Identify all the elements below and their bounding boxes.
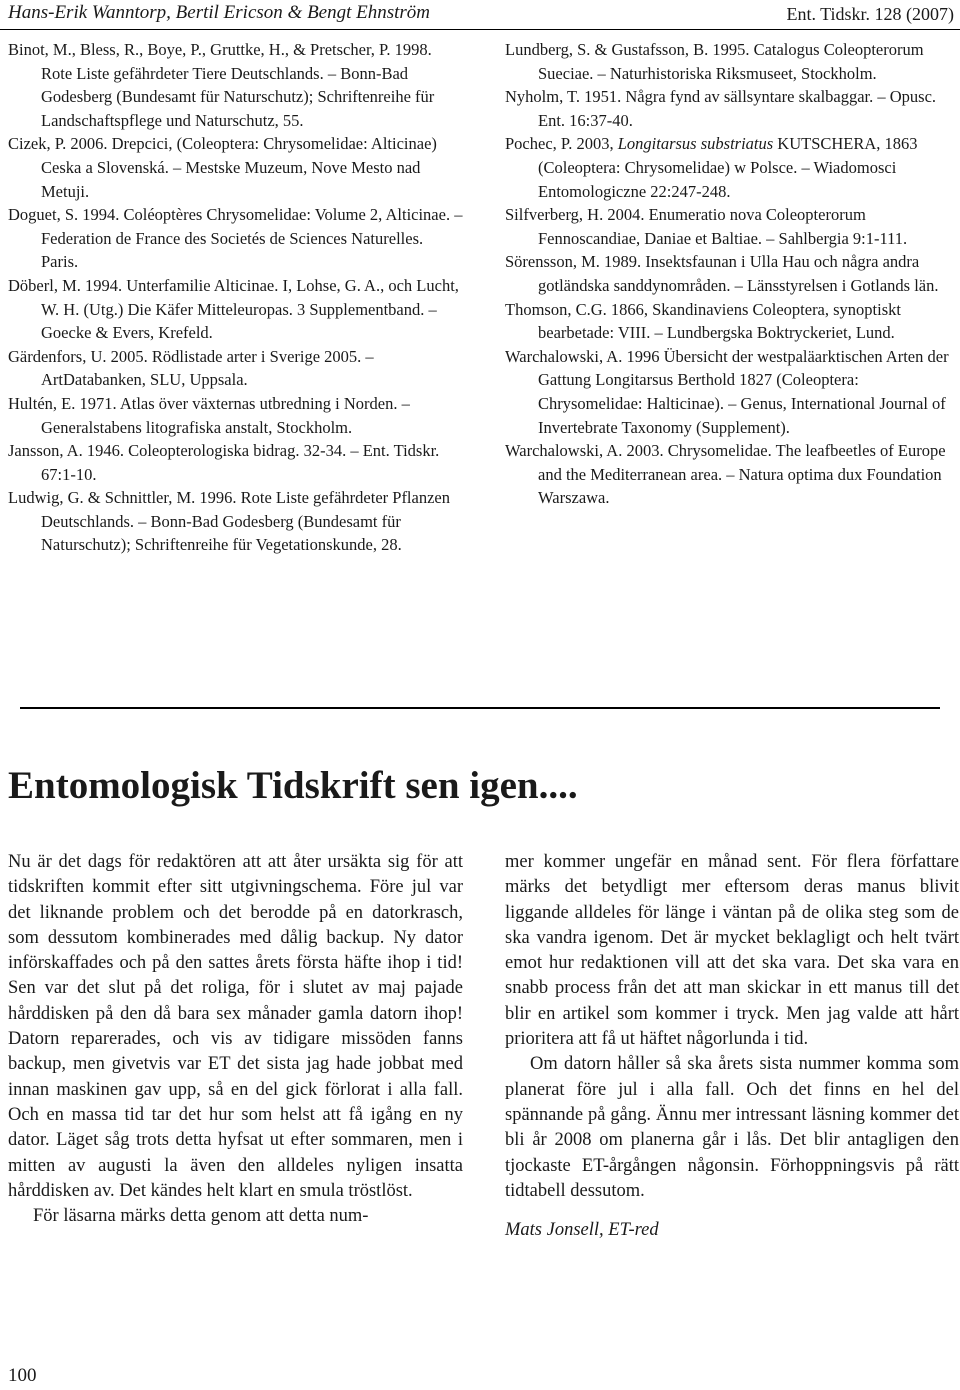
reference-text: KUTSCHERA, 1863 (Coleoptera: Chrysomelidae) w Polsce. – Wiadomosci Entomologiczne 22:247-248. [538, 134, 918, 201]
article-column-right [505, 850, 959, 1243]
reference-entry: Warchalowski, A. 2003. Chrysomelidae. The leafbeetles of Europe and the Mediterranean area. – Natura optima dux Foundation Warszawa. [505, 441, 946, 508]
reference-entry: Nyholm, T. 1951. Några fynd av sällsyntare skalbaggar. – Opusc. Ent. 16:37-40. [505, 87, 937, 130]
species-name: Longitarsus substriatus [617, 134, 774, 154]
section-divider [20, 707, 940, 709]
reference-entry: Ludwig, G. & Schnittler, M. 1996. Rote Liste gefährdeter Pflanzen Deutschlands. – Bonn-Bad Godesberg (Bundesamt für Naturschutz); Schriftenreihe für Vegetationskunde, 28. [8, 488, 450, 555]
article-paragraph: mer kommer ungefär en månad sent. För flera författare märks det betydligt mer eftersom deras manus blivit liggande alldeles för länge i väntan på de olika steg som de ska vandra igenom. Det är mycket beklagligt och helt tvärt emot hur redaktionen vill att det ska vara. Det ska vara en snabb process från det att man skickar in ett manus till det blir en artikel som kommer i tryck. Men jag valde att hårt prioritera att få ut häftet någorlunda i tid. [505, 852, 959, 1050]
reference-text: Pochec, P. 2003, [505, 134, 618, 154]
running-head-authors: Hans-Erik Wanntorp, Bertil Ericson & Bengt Ehnström [8, 2, 431, 23]
article-paragraph: För läsarna märks detta genom att detta num- [33, 1206, 369, 1227]
reference-entry: Gärdenfors, U. 2005. Rödlistade arter i Sverige 2005. – ArtDatabanken, SLU, Uppsala. [8, 346, 374, 390]
reference-entry: Doguet, S. 1994. Coléoptères Chrysomelidae: Volume 2, Alticinae. – Federation de France des Societés de Sciences Naturelles. Paris. [8, 205, 463, 272]
reference-entry: Hultén, E. 1971. Atlas över växternas utbredning i Norden. – Generalstabens litografiska anstalt, Stockholm. [8, 393, 410, 437]
article-signature: Mats Jonsell, ET-red [505, 1220, 659, 1241]
article-paragraph: Om datorn håller så ska årets sista nummer komma som planerat före jul i alla fall. Och det finns en hel del spännande på gång. Ännu mer intressant läsning kommer det bli år 2008 om planerna går i lås. Det blir antagligen den tjockaste ET-årgången någonsin. Förhoppningsvis på rätt tidtabell dessutom. [505, 1054, 959, 1201]
reference-list-right [505, 38, 957, 510]
page-number: 100 [8, 1365, 37, 1386]
reference-entry: Sörensson, M. 1989. Insektsfaunan i Ulla Hau och några andra gotländska sanddynområden. – Länsstyrelsen i Gotlands län. [505, 252, 939, 295]
reference-entry: Cizek, P. 2006. Drepcici, (Coleoptera: Chrysomelidae: Alticinae) Ceska a Slovenská. – Mestske Muzeum, Nove Mesto nad Metuji. [8, 134, 437, 201]
running-head [0, 0, 960, 30]
reference-entry: Thomson, C.G. 1866, Skandinaviens Coleoptera, synoptiskt bearbetade: VIII. – Lundbergska Boktryckeriet, Lund. [505, 299, 901, 343]
running-head-journal: Ent. Tidskr. 128 (2007) [786, 4, 954, 24]
reference-entry: Warchalowski, A. 1996 Übersicht der westpaläarktischen Arten der Gattung Longitarsus Berthold 1827 (Coleoptera: Chrysomelidae: Halticinae). – Genus, International Journal of Invertebrate Taxonomy (Supplement). [505, 346, 949, 437]
reference-entry: Binot, M., Bless, R., Boye, P., Gruttke, H., & Pretscher, P. 1998. Rote Liste gefährdeter Tiere Deutschlands. – Bonn-Bad Godesberg (Bundesamt für Naturschutz); Schriftenreihe für Landschaftspflege und Naturschutz, 55. [8, 40, 435, 130]
reference-entry: Silfverberg, H. 2004. Enumeratio nova Coleopterorum Fennoscandiae, Daniae et Baltiae. – Sahlbergia 9:1-111. [505, 205, 908, 248]
article-paragraph: Nu är det dags för redaktören att att åter ursäkta sig för att tidskriften kommit efter sitt utgivningschema. Före jul var det liknande problem och det berodde på en datorkrasch, som dessutom kombinerades med dålig backup. Ny dator införskaffades och på den sattes årets första häfte ihop i tid! Sen var det slut på det roliga, för i slutet av maj pajade hårddisken på den då bara sex månader gamla datorn ihop! Datorn reparerades, och vis av tidigare missöden fanns backup, men givetvis var ET det sista jag hade jobbat med innan maskinen gav upp, så en del gick förlorat i alla fall. Och en massa tid tar det hur som helst att få igång en ny dator. Läget såg trots detta hyfsat ut efter sommaren, men i mitten av augusti la även den alldeles nyligen insatta hårddisken av. Det kändes helt klart en smula tröstlöst. [8, 852, 463, 1201]
reference-entry: Döberl, M. 1994. Unterfamilie Alticinae. I, Lohse, G. A., och Lucht, W. H. (Utg.) Die Käfer Mitteleuropas. 3 Supplementband. – Goecke & Evers, Krefeld. [8, 275, 459, 343]
reference-entry: Lundberg, S. & Gustafsson, B. 1995. Catalogus Coleopterorum Sueciae. – Naturhistoriska Riksmuseet, Stockholm. [505, 40, 924, 83]
reference-list-left [8, 38, 463, 557]
article-title: Entomologisk Tidskrift sen igen.... [8, 764, 578, 807]
reference-entry: Jansson, A. 1946. Coleopterologiska bidrag. 32-34. – Ent. Tidskr. 67:1-10. [8, 441, 440, 484]
article-column-left [8, 850, 463, 1229]
reference-entry [505, 132, 957, 203]
